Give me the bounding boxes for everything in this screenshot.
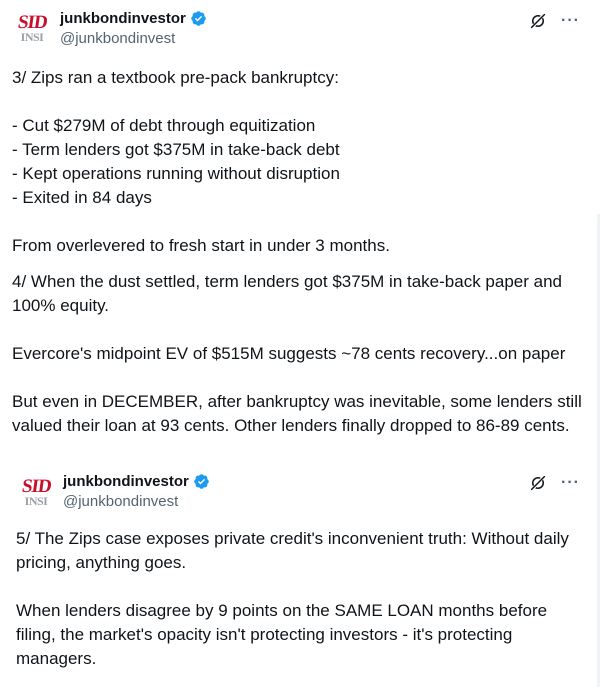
display-name[interactable]: junkbondinvestor [63, 473, 189, 490]
tweet-text [16, 527, 584, 671]
avatar-logo-top-text: SID [20, 476, 52, 497]
more-icon[interactable]: ··· [561, 474, 580, 491]
avatar-logo-bottom-text: INSI [24, 494, 48, 508]
more-icon[interactable]: ··· [561, 12, 580, 29]
display-name-row [63, 473, 210, 490]
tweet-paragraph: But even in DECEMBER, after bankruptcy was inevitable, some lenders still valued their loan at 93 cents. Other lenders finally dropped to 86-89 cents. [12, 392, 587, 435]
author-info [60, 10, 207, 47]
avatar-logo-top-text: SID [16, 12, 48, 33]
tweet-actions [529, 474, 580, 492]
tweet-paragraph: When lenders disagree by 9 points on the SAME LOAN months before filing, the market's opacity isn't protecting investors - it's protecting managers. [16, 601, 552, 668]
verified-badge-icon[interactable] [190, 10, 207, 27]
handle[interactable]: @junkbondinvest [63, 493, 179, 510]
display-name-row [60, 10, 207, 27]
grok-icon[interactable] [529, 474, 547, 492]
tweet-paragraph: 5/ The Zips case exposes private credit's inconvenient truth: Without daily pricing, anything goes. [16, 529, 574, 572]
author-info [63, 473, 210, 510]
verified-badge-icon[interactable] [193, 473, 210, 490]
tweet-header [0, 462, 600, 518]
tweet-paragraph: 3/ Zips ran a textbook pre-pack bankruptcy: [12, 68, 339, 87]
tweet-paragraph: 4/ When the dust settled, term lenders got $375M in take-back paper and 100% equity. [12, 272, 567, 315]
tweet-header [0, 0, 600, 56]
tweet-paragraph: - Cut $279M of debt through equitization - Term lenders got $375M in take-back debt - Kept operations running without disruption - Exited in 84 days [12, 116, 340, 207]
avatar[interactable] [16, 472, 56, 512]
tweet-paragraph: Evercore's midpoint EV of $515M suggests ~78 cents recovery...on paper [12, 344, 566, 363]
tweet-text [12, 66, 588, 258]
avatar-logo-bottom-text: INSI [20, 30, 44, 44]
tweet-paragraph: From overlevered to fresh start in under 3 months. [12, 236, 390, 255]
tweet-text [12, 270, 588, 438]
handle[interactable]: @junkbondinvest [60, 30, 176, 47]
tweet-actions [529, 12, 580, 30]
display-name[interactable]: junkbondinvestor [60, 10, 186, 27]
tweet-card-2[interactable] [0, 462, 600, 687]
avatar[interactable] [12, 8, 52, 48]
grok-icon[interactable] [529, 12, 547, 30]
